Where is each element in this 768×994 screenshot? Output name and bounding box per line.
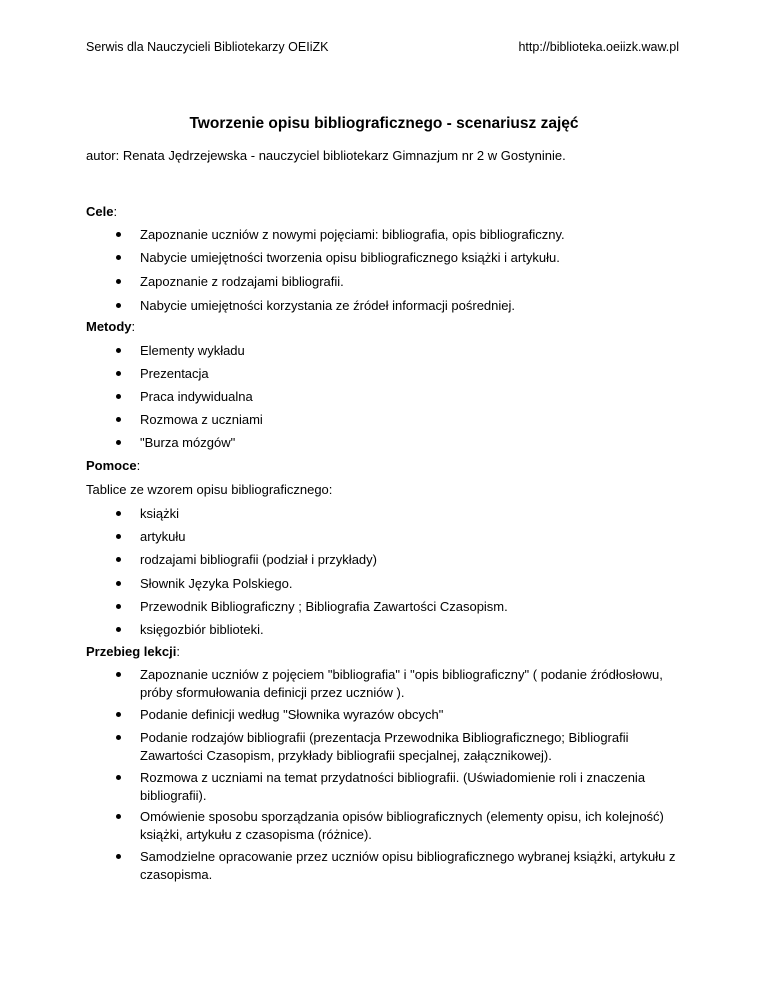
document-title: Tworzenie opisu bibliograficznego - scenariusz zajęć <box>189 115 579 132</box>
section-cele-label: Cele <box>86 204 114 219</box>
list-item-text: Zapoznanie z rodzajami bibliografii. <box>140 274 344 289</box>
list-item-text: Zapoznanie uczniów z nowymi pojęciami: bibliografia, opis bibliograficzny. <box>140 227 565 242</box>
list-item-text: Samodzielne opracowanie przez uczniów opisu bibliograficznego wybranej książki, artykułu z czasopisma. <box>140 849 676 882</box>
section-metody-heading: Metody: <box>86 319 136 334</box>
section-metody-label: Metody <box>86 319 132 334</box>
list-item-text: Nabycie umiejętności korzystania ze źródeł informacji pośredniej. <box>140 298 516 313</box>
bullet-icon <box>116 303 121 308</box>
bullet-icon <box>116 854 121 859</box>
header-site-name: Serwis dla Nauczycieli Bibliotekarzy OEIiZK <box>86 40 329 54</box>
bullet-icon <box>116 255 121 260</box>
bullet-icon <box>116 232 121 237</box>
bullet-icon <box>116 534 121 539</box>
pomoce-intro: Tablice ze wzorem opisu bibliograficznego: <box>86 482 333 497</box>
list-item-text: "Burza mózgów" <box>140 435 236 450</box>
list-item-text: księgozbiór biblioteki. <box>140 622 264 637</box>
bullet-icon <box>116 557 121 562</box>
section-cele-heading: Cele: <box>86 204 118 219</box>
list-item-text: artykułu <box>140 529 186 544</box>
bullet-icon <box>116 672 121 677</box>
bullet-icon <box>116 348 121 353</box>
list-item-text: Rozmowa z uczniami <box>140 412 263 427</box>
header-url[interactable]: http://biblioteka.oeiizk.waw.pl <box>518 40 679 54</box>
bullet-icon <box>116 417 121 422</box>
bullet-icon <box>116 581 121 586</box>
list-item-text: Zapoznanie uczniów z pojęciem "bibliografia" i "opis bibliograficzny" ( podanie źródłosłowu, próby sformułowania definicji przez uczniów ). <box>140 667 663 700</box>
bullet-icon <box>116 775 121 780</box>
bullet-icon <box>116 371 121 376</box>
section-przebieg-label: Przebieg lekcji <box>86 644 177 659</box>
list-item-text: Praca indywidualna <box>140 389 253 404</box>
bullet-icon <box>116 604 121 609</box>
section-przebieg-heading: Przebieg lekcji: <box>86 644 180 659</box>
list-item-text: Rozmowa z uczniami na temat przydatności bibliografii. (Uświadomienie roli i znaczenia bibliografii). <box>140 770 646 803</box>
section-pomoce-label: Pomoce <box>86 458 137 473</box>
bullet-icon <box>116 814 121 819</box>
list-item-text: Słownik Języka Polskiego. <box>140 576 293 591</box>
bullet-icon <box>116 394 121 399</box>
list-item-text: Prezentacja <box>140 366 209 381</box>
list-item-text: rodzajami bibliografii (podział i przykłady) <box>140 552 377 567</box>
list-item-text: Nabycie umiejętności tworzenia opisu bibliograficznego książki i artykułu. <box>140 250 560 265</box>
list-item-text: książki <box>140 506 180 521</box>
bullet-icon <box>116 627 121 632</box>
list-item-text: Podanie definicji według "Słownika wyrazów obcych" <box>140 707 444 722</box>
bullet-icon <box>116 279 121 284</box>
list-item-text: Przewodnik Bibliograficzny ; Bibliografia Zawartości Czasopism. <box>140 599 508 614</box>
bullet-icon <box>116 712 121 717</box>
list-item-text: Elementy wykładu <box>140 343 245 358</box>
bullet-icon <box>116 511 121 516</box>
bullet-icon <box>116 735 121 740</box>
author-line: autor: Renata Jędrzejewska - nauczyciel bibliotekarz Gimnazjum nr 2 w Gostyninie. <box>86 148 566 163</box>
section-pomoce-heading: Pomoce: <box>86 458 141 473</box>
list-item-text: Omówienie sposobu sporządzania opisów bibliograficznych (elementy opisu, ich kolejność) książki, artykułu z czasopisma (różnice). <box>140 809 664 842</box>
list-item-text: Podanie rodzajów bibliografii (prezentacja Przewodnika Bibliograficznego; Bibliografii Zawartości Czasopism, przykłady bibliografii specjalnej, załącznikowej). <box>140 730 629 763</box>
bullet-icon <box>116 440 121 445</box>
